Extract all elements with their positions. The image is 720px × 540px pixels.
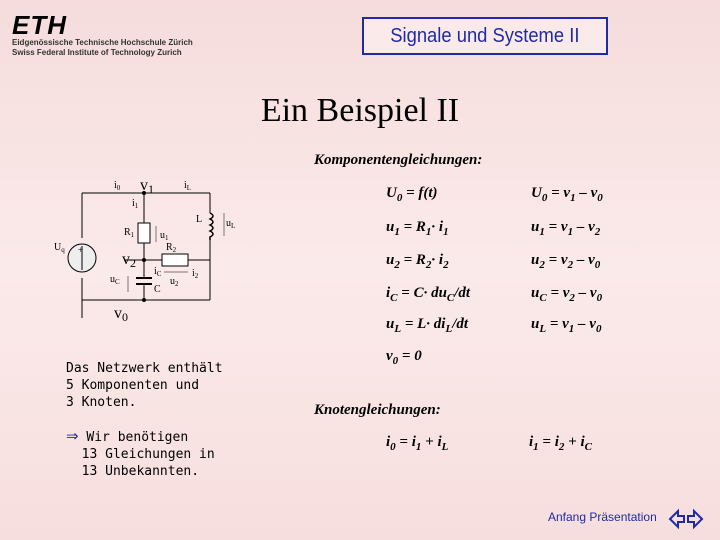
logo-mark: ETH [12, 10, 67, 40]
svg-text:i1: $i_1$ [132, 198, 139, 210]
label-l: L [196, 214, 203, 225]
node-eq-right: $i_1 = i_2 + i_C$ [529, 434, 592, 453]
network-note: Das Netzwerk enthält 5 Komponenten und 3 Knoten. [66, 361, 223, 410]
resistor-r2 [162, 254, 188, 266]
label-r2: R [166, 242, 173, 253]
label-ul: u [226, 218, 231, 229]
label-v0: v [114, 305, 122, 322]
left-right-arrows-icon[interactable] [668, 508, 704, 530]
svg-text:iC: $i_C$ [154, 266, 162, 278]
label-u2: u [170, 276, 175, 287]
eq-left-2: $u_2 = R_2\cdot i_2$ [386, 252, 449, 271]
eq-left-3: $i_C = C\cdot du_C/dt$ [386, 285, 471, 304]
eth-logo [12, 12, 212, 58]
resistor-r1 [138, 223, 150, 243]
eq-ground: $v_0 = 0$ [386, 348, 422, 367]
eq-right-3: $u_C = v_2 - v_0$ [531, 285, 603, 304]
label-v1: v [140, 177, 148, 194]
svg-text:R2: $R_2$ [166, 242, 177, 254]
svg-text:+: + [78, 245, 84, 255]
svg-text:uL: $u_L$ [226, 218, 236, 230]
eq-right-1: $u_1 = v_1 - v_2$ [531, 219, 601, 238]
eq-left-0: $U_0 = f(t)$ [386, 185, 438, 204]
node-heading: Knotengleichungen: [314, 402, 441, 418]
course-title-box [362, 17, 608, 55]
svg-text:Uq: $U_q$ [54, 242, 65, 254]
svg-text:v1: v1 [140, 177, 154, 196]
circuit-diagram [52, 168, 240, 338]
svg-text:v0: v0 [114, 305, 128, 324]
conclusion-text: Wir benötigen 13 Gleichungen in 13 Unbekannten. [81, 430, 215, 479]
svg-text:uC: $u_C$ [110, 274, 120, 286]
component-heading: Komponentengleichungen: [314, 152, 483, 168]
course-title: Signale und Systeme II [390, 24, 580, 47]
eq-left-1: $u_1 = R_1\cdot i_1$ [386, 219, 449, 238]
inductor-l [210, 213, 213, 240]
svg-text:v2: v2 [122, 251, 136, 270]
label-v2: v [122, 251, 130, 268]
svg-text:u2: $u_2$ [170, 276, 179, 288]
eq-right-4: $u_L = v_1 - v_0$ [531, 316, 602, 335]
svg-text:R1: $R_1$ [124, 227, 135, 239]
label-i0: i [114, 180, 117, 191]
eq-right-0: $U_0 = v_1 - v_0$ [531, 185, 603, 204]
logo-line-german: Eidgenössische Technische Hochschule Zürich [12, 38, 193, 47]
label-uq: U [54, 242, 62, 253]
implies-arrow-icon: ⇒ [66, 427, 79, 445]
label-c: C [154, 284, 161, 295]
start-presentation-link[interactable]: Anfang Präsentation [548, 510, 657, 524]
svg-text:i2: $i_2$ [192, 268, 199, 280]
label-ic: i [154, 266, 157, 277]
label-i2: i [192, 268, 195, 279]
label-r1: R [124, 227, 131, 238]
node-eq-left: $i_0 = i_1 + i_L$ [386, 434, 449, 453]
eq-left-4: $u_L = L\cdot di_L/dt$ [386, 316, 469, 335]
label-uc: u [110, 274, 115, 285]
svg-text:i0: $i_0$ [114, 180, 121, 192]
slide-title: Ein Beispiel II [260, 92, 460, 129]
label-il: i [184, 180, 187, 191]
svg-text:iL: $i_L$ [184, 180, 192, 192]
label-u1: u [160, 230, 165, 241]
conclusion-note [66, 428, 215, 480]
svg-text:u1: $u_1$ [160, 230, 169, 242]
logo-line-english: Swiss Federal Institute of Technology Zurich [12, 48, 182, 57]
label-i1: i [132, 198, 135, 209]
eq-right-2: $u_2 = v_2 - v_0$ [531, 252, 601, 271]
